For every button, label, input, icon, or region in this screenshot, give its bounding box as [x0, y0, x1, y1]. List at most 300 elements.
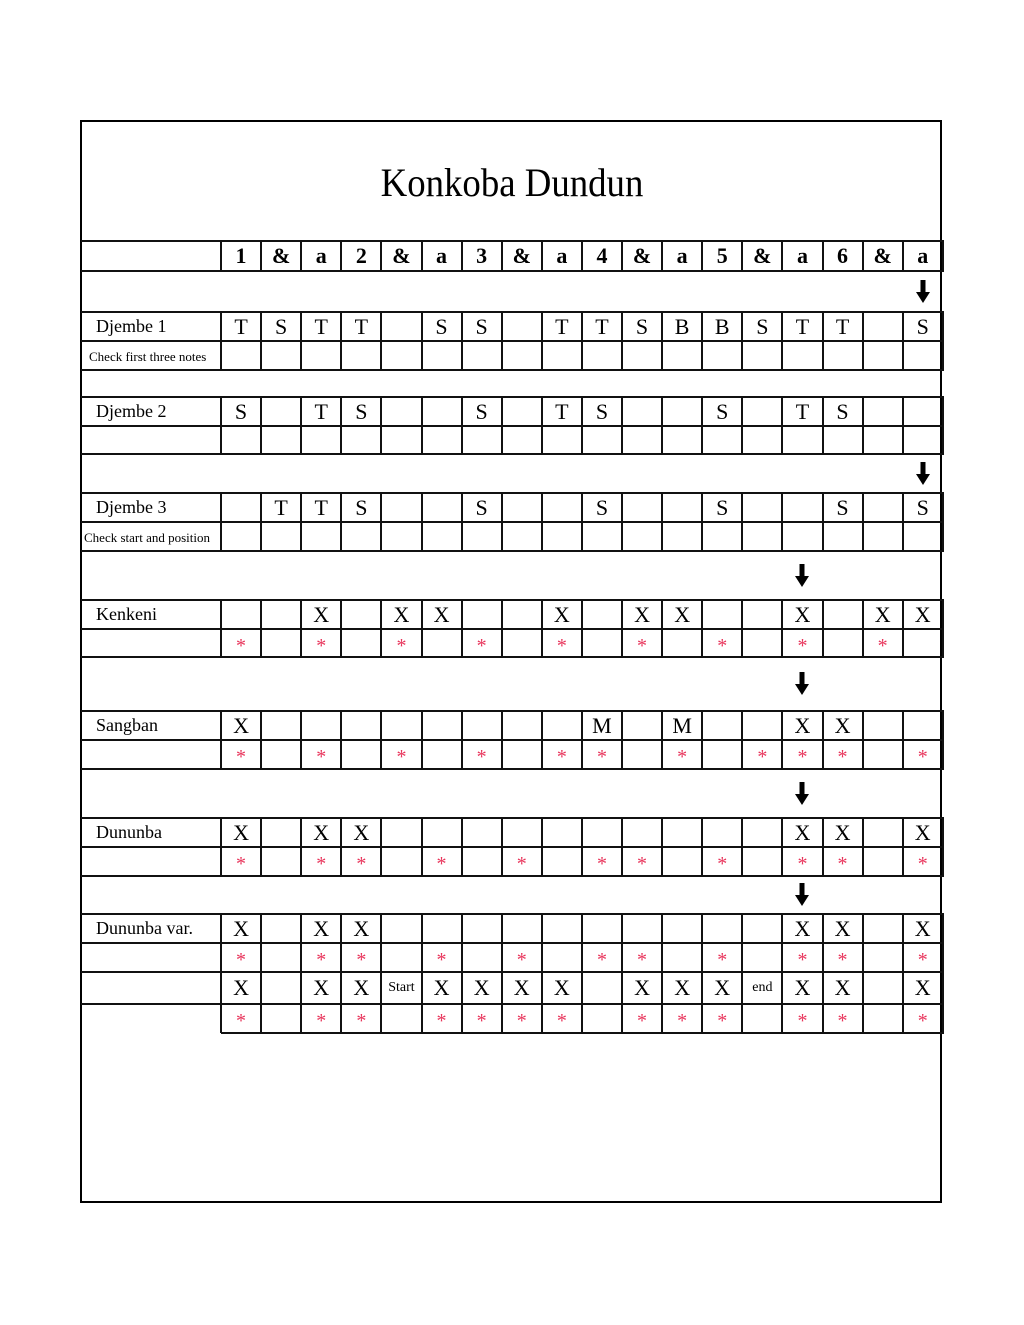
stroke-cell[interactable]: T — [314, 398, 328, 424]
bell-cell[interactable] — [742, 426, 782, 454]
bell-cell[interactable]: * — [316, 634, 327, 657]
stroke-cell[interactable]: X — [353, 975, 370, 1000]
stroke-cell[interactable] — [381, 493, 421, 522]
bell-cell[interactable] — [582, 426, 622, 454]
bell-cell[interactable] — [742, 943, 782, 972]
instrument-label: Kenkeni — [96, 604, 157, 624]
stroke-cell[interactable] — [221, 493, 261, 522]
bell-cell[interactable] — [903, 522, 943, 551]
stroke-cell[interactable] — [903, 711, 943, 740]
bell-cell[interactable] — [823, 426, 863, 454]
stroke-cell[interactable] — [622, 818, 662, 847]
bell-cell[interactable] — [702, 341, 742, 370]
stroke-cell[interactable] — [582, 600, 622, 629]
bell-cell[interactable] — [221, 341, 261, 370]
stroke-cell[interactable] — [502, 818, 542, 847]
stroke-cell[interactable]: X — [634, 601, 650, 627]
bell-cell[interactable]: * — [677, 746, 688, 768]
stroke-cell[interactable] — [381, 818, 421, 847]
bell-cell[interactable]: * — [556, 634, 567, 657]
bell-cell[interactable] — [582, 1004, 622, 1033]
stroke-cell[interactable] — [502, 397, 542, 426]
bell-cell[interactable]: * — [316, 746, 327, 768]
stroke-cell[interactable] — [502, 600, 542, 629]
stroke-cell[interactable] — [261, 600, 301, 629]
bell-cell[interactable] — [422, 740, 462, 769]
bell-cell[interactable] — [622, 341, 662, 370]
bell-cell[interactable] — [782, 341, 822, 370]
stroke-cell[interactable] — [863, 972, 903, 1004]
stroke-cell[interactable]: X — [313, 819, 330, 845]
bell-cell[interactable] — [502, 522, 542, 551]
bell-cell[interactable] — [903, 341, 943, 370]
stroke-cell[interactable]: end — [752, 980, 773, 995]
stroke-cell[interactable]: X — [914, 915, 931, 941]
instrument-label: Djembe 2 — [96, 401, 167, 421]
bell-cell[interactable] — [462, 847, 502, 876]
stroke-cell[interactable] — [381, 312, 421, 341]
stroke-cell[interactable] — [622, 397, 662, 426]
bell-cell[interactable]: * — [516, 1010, 527, 1032]
stroke-cell[interactable]: S — [836, 398, 849, 424]
stroke-cell[interactable] — [702, 711, 742, 740]
bell-cell[interactable]: * — [917, 1010, 928, 1032]
bell-cell[interactable] — [261, 522, 301, 551]
stroke-cell[interactable]: S — [475, 313, 488, 339]
bell-cell[interactable]: * — [637, 1010, 648, 1032]
bell-cell[interactable] — [422, 629, 462, 657]
bell-cell[interactable] — [782, 426, 822, 454]
bell-cell[interactable] — [823, 522, 863, 551]
stroke-cell[interactable] — [261, 818, 301, 847]
bell-cell[interactable]: * — [917, 949, 928, 971]
bell-cell[interactable] — [221, 522, 261, 551]
bell-cell[interactable]: * — [837, 1010, 848, 1032]
stroke-cell[interactable] — [462, 914, 502, 943]
stroke-cell[interactable]: T — [314, 494, 328, 520]
stroke-cell[interactable] — [422, 914, 462, 943]
bell-cell[interactable] — [582, 629, 622, 657]
bell-cell[interactable] — [863, 1004, 903, 1033]
stroke-cell[interactable]: X — [313, 915, 330, 941]
page-title: Konkoba Dundun — [380, 160, 644, 205]
stroke-cell[interactable] — [462, 818, 502, 847]
stroke-cell[interactable]: X — [794, 915, 811, 941]
bell-cell[interactable]: * — [516, 949, 527, 971]
stroke-cell[interactable] — [261, 397, 301, 426]
stroke-cell[interactable]: T — [354, 313, 369, 339]
stroke-cell[interactable]: X — [433, 601, 450, 627]
bell-cell[interactable]: * — [356, 949, 367, 971]
stroke-cell[interactable] — [542, 914, 582, 943]
stroke-cell[interactable]: T — [314, 313, 328, 339]
bell-cell[interactable] — [622, 522, 662, 551]
bell-cell[interactable]: * — [316, 949, 327, 971]
bell-cell[interactable]: * — [917, 853, 928, 875]
stroke-cell[interactable]: S — [475, 494, 488, 520]
bell-cell[interactable] — [261, 943, 301, 972]
bell-cell[interactable]: * — [316, 853, 327, 875]
stroke-cell[interactable]: X — [834, 712, 851, 738]
bell-cell[interactable]: * — [316, 1010, 327, 1032]
bell-cell[interactable] — [422, 426, 462, 454]
stroke-cell[interactable]: X — [353, 819, 370, 845]
count-header-cell: 1 — [235, 243, 247, 268]
bell-cell[interactable] — [301, 522, 341, 551]
bell-cell[interactable]: * — [637, 949, 648, 971]
bell-cell[interactable] — [422, 341, 462, 370]
stroke-cell[interactable]: T — [795, 313, 810, 339]
bell-cell[interactable] — [542, 943, 582, 972]
bell-cell[interactable] — [502, 629, 542, 657]
bell-cell[interactable] — [863, 341, 903, 370]
stroke-cell[interactable] — [863, 711, 903, 740]
bell-cell[interactable] — [742, 629, 782, 657]
bell-cell[interactable]: * — [396, 746, 407, 768]
bell-cell[interactable] — [863, 943, 903, 972]
bell-cell[interactable] — [662, 426, 702, 454]
bell-cell[interactable] — [261, 740, 301, 769]
bell-cell[interactable] — [341, 629, 381, 657]
bell-cell[interactable] — [341, 522, 381, 551]
bell-cell[interactable]: * — [837, 949, 848, 971]
stroke-cell[interactable]: X — [794, 601, 811, 627]
stroke-cell[interactable]: X — [914, 601, 931, 627]
bell-cell[interactable] — [341, 426, 381, 454]
bell-cell[interactable] — [823, 629, 863, 657]
bell-cell[interactable]: * — [556, 1010, 567, 1032]
count-header-cell: & — [753, 243, 772, 268]
stroke-cell[interactable] — [261, 914, 301, 943]
bell-cell[interactable] — [542, 847, 582, 876]
bell-cell[interactable] — [422, 522, 462, 551]
bell-cell[interactable]: * — [596, 949, 607, 971]
bell-cell[interactable]: * — [797, 1010, 808, 1032]
stroke-cell[interactable] — [502, 493, 542, 522]
stroke-cell[interactable]: T — [795, 398, 810, 424]
down-arrow-icon — [794, 883, 810, 907]
bell-cell[interactable]: * — [717, 634, 728, 657]
bell-cell[interactable] — [462, 426, 502, 454]
stroke-cell[interactable] — [422, 397, 462, 426]
stroke-cell[interactable] — [221, 600, 261, 629]
bell-cell[interactable] — [622, 740, 662, 769]
bell-cell[interactable]: * — [436, 853, 447, 875]
bell-cell[interactable]: * — [436, 1010, 447, 1032]
bell-cell[interactable]: * — [637, 634, 648, 657]
bell-cell[interactable]: * — [757, 746, 768, 768]
bell-cell[interactable] — [261, 629, 301, 657]
bell-cell[interactable]: * — [476, 1010, 487, 1032]
bell-cell[interactable] — [903, 426, 943, 454]
bell-cell[interactable]: * — [236, 746, 247, 768]
stroke-cell[interactable] — [542, 711, 582, 740]
bell-cell[interactable] — [341, 341, 381, 370]
stroke-cell[interactable]: T — [555, 313, 569, 339]
instrument-label: Dununba var. — [96, 918, 193, 938]
bell-cell[interactable]: * — [556, 746, 567, 768]
stroke-cell[interactable] — [381, 397, 421, 426]
stroke-cell[interactable]: T — [595, 313, 609, 339]
stroke-cell[interactable] — [742, 914, 782, 943]
bell-cell[interactable] — [341, 740, 381, 769]
bell-cell[interactable]: * — [476, 746, 487, 768]
stroke-cell[interactable] — [502, 914, 542, 943]
stroke-cell[interactable]: S — [756, 313, 769, 339]
stroke-cell[interactable] — [582, 914, 622, 943]
stroke-cell[interactable] — [702, 914, 742, 943]
bell-cell[interactable] — [381, 341, 421, 370]
bell-cell[interactable] — [502, 426, 542, 454]
stroke-cell[interactable]: X — [233, 915, 249, 941]
stroke-cell[interactable]: S — [916, 313, 929, 339]
stroke-cell[interactable]: X — [353, 915, 370, 941]
bell-cell[interactable]: * — [596, 746, 607, 768]
stroke-cell[interactable]: X — [914, 975, 931, 1000]
bell-cell[interactable] — [261, 426, 301, 454]
bell-cell[interactable]: * — [797, 949, 808, 971]
stroke-cell[interactable]: S — [635, 313, 649, 339]
stroke-cell[interactable] — [662, 818, 702, 847]
bell-cell[interactable]: * — [356, 853, 367, 875]
bell-cell[interactable]: * — [476, 634, 487, 657]
stroke-cell[interactable] — [542, 493, 582, 522]
stroke-cell[interactable]: S — [355, 398, 368, 424]
stroke-cell[interactable]: X — [834, 975, 851, 1000]
bell-cell[interactable] — [863, 426, 903, 454]
stroke-cell[interactable]: X — [473, 975, 490, 1000]
bell-cell[interactable]: * — [596, 853, 607, 875]
bell-cell[interactable] — [782, 522, 822, 551]
stroke-cell[interactable] — [422, 711, 462, 740]
stroke-cell[interactable]: X — [794, 712, 811, 738]
stroke-cell[interactable] — [742, 600, 782, 629]
bell-cell[interactable] — [702, 426, 742, 454]
stroke-cell[interactable]: S — [595, 398, 609, 424]
bell-cell[interactable] — [221, 426, 261, 454]
bell-cell[interactable] — [381, 847, 421, 876]
stroke-cell[interactable]: X — [834, 915, 851, 941]
bell-cell[interactable] — [742, 847, 782, 876]
stroke-cell[interactable] — [622, 914, 662, 943]
stroke-cell[interactable] — [742, 397, 782, 426]
bell-cell[interactable] — [542, 522, 582, 551]
bell-cell[interactable] — [702, 522, 742, 551]
bell-cell[interactable] — [742, 522, 782, 551]
bell-cell[interactable]: * — [717, 949, 728, 971]
stroke-cell[interactable]: M — [592, 712, 612, 738]
stroke-cell[interactable]: X — [513, 975, 530, 1000]
stroke-cell[interactable] — [863, 818, 903, 847]
stroke-cell[interactable]: X — [553, 601, 570, 627]
bell-cell[interactable] — [863, 522, 903, 551]
bell-cell[interactable] — [662, 341, 702, 370]
bell-cell[interactable]: * — [236, 634, 247, 657]
bell-cell[interactable] — [502, 740, 542, 769]
stroke-cell[interactable]: X — [794, 975, 811, 1000]
stroke-cell[interactable] — [823, 600, 863, 629]
stroke-cell[interactable] — [622, 711, 662, 740]
stroke-cell[interactable] — [702, 600, 742, 629]
stroke-cell[interactable]: X — [794, 819, 811, 845]
stroke-cell[interactable] — [542, 818, 582, 847]
stroke-cell[interactable] — [622, 493, 662, 522]
stroke-cell[interactable]: T — [555, 398, 569, 424]
stroke-cell[interactable]: X — [914, 819, 931, 845]
bell-cell[interactable] — [502, 341, 542, 370]
bell-cell[interactable]: * — [837, 853, 848, 875]
bell-cell[interactable]: * — [677, 1010, 688, 1032]
bell-cell[interactable]: * — [236, 853, 247, 875]
stroke-cell[interactable]: X — [433, 975, 450, 1000]
stroke-cell[interactable] — [261, 972, 301, 1004]
bell-cell[interactable] — [261, 341, 301, 370]
stroke-cell[interactable]: X — [874, 601, 891, 627]
count-header-cell: & — [512, 243, 531, 268]
bell-cell[interactable]: * — [236, 949, 247, 971]
bell-cell[interactable]: * — [236, 1010, 247, 1032]
stroke-cell[interactable]: S — [595, 494, 609, 520]
bell-cell[interactable]: * — [717, 853, 728, 875]
stroke-cell[interactable]: X — [393, 601, 410, 627]
stroke-cell[interactable]: S — [275, 313, 288, 339]
stroke-cell[interactable]: S — [716, 494, 729, 520]
bell-cell[interactable] — [301, 341, 341, 370]
stroke-cell[interactable]: S — [916, 494, 929, 520]
bell-cell[interactable]: * — [396, 634, 407, 657]
stroke-cell[interactable]: S — [475, 398, 488, 424]
bell-cell[interactable]: * — [516, 853, 527, 875]
bell-cell[interactable] — [381, 522, 421, 551]
count-header-cell: 6 — [837, 243, 849, 268]
stroke-cell[interactable] — [502, 312, 542, 341]
stroke-cell[interactable]: S — [836, 494, 849, 520]
bell-cell[interactable] — [702, 740, 742, 769]
bell-cell[interactable]: * — [797, 634, 808, 657]
bell-cell[interactable] — [542, 341, 582, 370]
stroke-cell[interactable] — [782, 493, 822, 522]
bell-cell[interactable] — [662, 522, 702, 551]
bell-cell[interactable] — [261, 1004, 301, 1033]
bell-cell[interactable] — [381, 943, 421, 972]
stroke-cell[interactable] — [462, 600, 502, 629]
stroke-cell[interactable] — [582, 972, 622, 1004]
count-header-cell: a — [676, 243, 688, 268]
stroke-cell[interactable] — [742, 711, 782, 740]
stroke-cell[interactable]: T — [835, 313, 850, 339]
stroke-cell[interactable]: X — [553, 975, 570, 1000]
stroke-cell[interactable]: B — [674, 313, 690, 339]
stroke-cell[interactable]: S — [234, 398, 248, 424]
stroke-cell[interactable]: X — [313, 601, 330, 627]
stroke-cell[interactable]: T — [274, 494, 288, 520]
bell-cell[interactable] — [462, 943, 502, 972]
bell-cell[interactable] — [381, 426, 421, 454]
bell-cell[interactable] — [863, 847, 903, 876]
stroke-cell[interactable] — [341, 711, 381, 740]
bell-cell[interactable] — [381, 1004, 421, 1033]
stroke-cell[interactable] — [381, 914, 421, 943]
stroke-cell[interactable]: X — [714, 975, 731, 1000]
stroke-cell[interactable]: X — [233, 819, 249, 845]
stroke-cell[interactable]: X — [674, 601, 691, 627]
stroke-cell[interactable] — [261, 711, 301, 740]
stroke-cell[interactable]: X — [834, 819, 851, 845]
stroke-cell[interactable]: X — [233, 975, 249, 1000]
bell-cell[interactable] — [542, 426, 582, 454]
bell-cell[interactable]: * — [837, 746, 848, 768]
stroke-cell[interactable] — [742, 818, 782, 847]
bell-cell[interactable]: * — [877, 634, 888, 657]
bell-cell[interactable]: * — [917, 746, 928, 768]
stroke-cell[interactable] — [742, 493, 782, 522]
bell-cell[interactable]: * — [797, 746, 808, 768]
bell-cell[interactable] — [582, 341, 622, 370]
stroke-cell[interactable] — [582, 818, 622, 847]
bell-cell[interactable] — [582, 522, 622, 551]
bell-cell[interactable] — [462, 522, 502, 551]
stroke-cell[interactable]: Start — [388, 980, 415, 995]
bell-cell[interactable]: * — [797, 853, 808, 875]
bell-cell[interactable]: * — [356, 1010, 367, 1032]
stroke-cell[interactable] — [381, 711, 421, 740]
bell-cell[interactable] — [742, 341, 782, 370]
stroke-cell[interactable] — [422, 818, 462, 847]
stroke-cell[interactable] — [662, 493, 702, 522]
bell-cell[interactable] — [462, 341, 502, 370]
stroke-cell[interactable]: S — [716, 398, 729, 424]
bell-cell[interactable] — [903, 629, 943, 657]
bell-cell[interactable] — [863, 740, 903, 769]
bell-cell[interactable] — [662, 943, 702, 972]
stroke-cell[interactable] — [702, 818, 742, 847]
stroke-cell[interactable] — [863, 914, 903, 943]
stroke-cell[interactable]: M — [672, 712, 692, 738]
instrument-label: Djembe 3 — [96, 497, 167, 517]
stroke-cell[interactable] — [301, 711, 341, 740]
stroke-cell[interactable]: X — [634, 975, 650, 1000]
stroke-cell[interactable]: S — [435, 313, 448, 339]
stroke-cell[interactable]: X — [233, 712, 249, 738]
bell-cell[interactable] — [301, 426, 341, 454]
bell-cell[interactable]: * — [637, 853, 648, 875]
stroke-cell[interactable] — [863, 397, 903, 426]
bell-cell[interactable] — [261, 847, 301, 876]
stroke-cell[interactable] — [903, 397, 943, 426]
stroke-cell[interactable] — [462, 711, 502, 740]
stroke-cell[interactable]: B — [714, 313, 730, 339]
stroke-cell[interactable]: S — [355, 494, 368, 520]
count-header-cell: a — [436, 243, 448, 268]
stroke-cell[interactable] — [863, 493, 903, 522]
stroke-cell[interactable] — [502, 711, 542, 740]
stroke-cell[interactable] — [341, 600, 381, 629]
stroke-cell[interactable]: T — [234, 313, 248, 339]
bell-cell[interactable] — [622, 426, 662, 454]
stroke-cell[interactable] — [422, 493, 462, 522]
bell-cell[interactable] — [662, 629, 702, 657]
bell-cell[interactable]: * — [436, 949, 447, 971]
stroke-cell[interactable] — [863, 312, 903, 341]
stroke-cell[interactable]: X — [313, 975, 330, 1000]
bell-cell[interactable] — [742, 1004, 782, 1033]
bell-cell[interactable] — [823, 341, 863, 370]
stroke-cell[interactable] — [662, 397, 702, 426]
bell-cell[interactable]: * — [717, 1010, 728, 1032]
stroke-cell[interactable] — [662, 914, 702, 943]
bell-cell[interactable] — [662, 847, 702, 876]
stroke-cell[interactable]: X — [674, 975, 691, 1000]
